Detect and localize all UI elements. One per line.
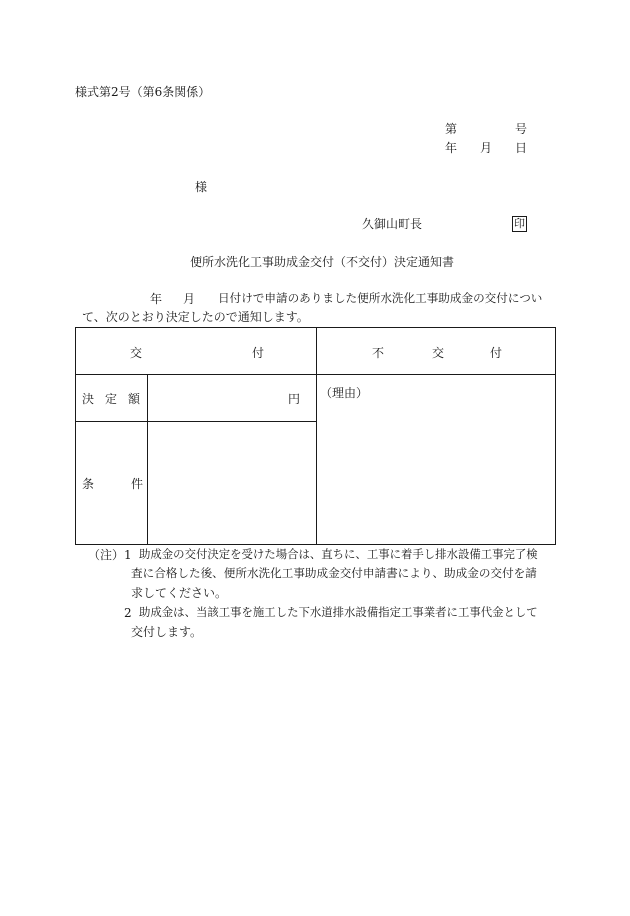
intro-month: 月	[183, 292, 196, 306]
conditions-label-1: 条	[82, 477, 95, 491]
addressee-suffix: 様	[195, 180, 208, 194]
note-2-line-1: 助成金は、当該工事を施工した下水道排水設備指定工事業者に工事代金として	[139, 605, 538, 619]
nongrant-header-3: 付	[490, 346, 503, 360]
date-day: 日	[515, 141, 528, 155]
reason-label: （理由）	[320, 386, 369, 400]
form-id: 様式第2号（第6条関係）	[75, 85, 211, 99]
document-title: 便所水洗化工事助成金交付（不交付）決定通知書	[190, 255, 455, 269]
grant-header-1: 交	[130, 346, 143, 360]
nongrant-header-1: 不	[372, 346, 385, 360]
number-go: 号	[515, 122, 528, 136]
decision-amount-label-3: 額	[128, 392, 141, 406]
conditions-label-2: 件	[131, 477, 144, 491]
date-month: 月	[480, 141, 493, 155]
note-1-line-1: 助成金の交付決定を受けた場合は、直ちに、工事に着手し排水設備工事完了検	[139, 547, 538, 561]
intro-line1-text: 日付けで申請のありました便所水洗化工事助成金の交付につい	[218, 291, 543, 305]
seal-stamp: 印	[514, 217, 525, 230]
issuer: 久御山町長	[362, 217, 423, 231]
note-1-line-2: 査に合格した後、便所水洗化工事助成金交付申請書により、助成金の交付を請	[131, 566, 537, 580]
intro-line2-text: て、次のとおり決定したので通知します。	[82, 310, 309, 324]
grant-header-2: 付	[252, 346, 265, 360]
note-2-line-2: 交付します。	[131, 625, 203, 639]
notes-prefix: （注）	[88, 548, 125, 562]
note-1-number: 1	[124, 548, 132, 562]
intro-year: 年	[150, 292, 163, 306]
note-2-number: 2	[124, 606, 132, 620]
decision-amount-label-2: 定	[105, 392, 118, 406]
decision-amount-label-1: 決	[82, 392, 95, 406]
nongrant-header-2: 交	[432, 346, 445, 360]
decision-table	[75, 327, 556, 545]
number-dai: 第	[445, 122, 458, 136]
date-year: 年	[445, 141, 458, 155]
currency-unit: 円	[288, 392, 301, 406]
note-1-line-3: 求してください。	[131, 586, 228, 600]
